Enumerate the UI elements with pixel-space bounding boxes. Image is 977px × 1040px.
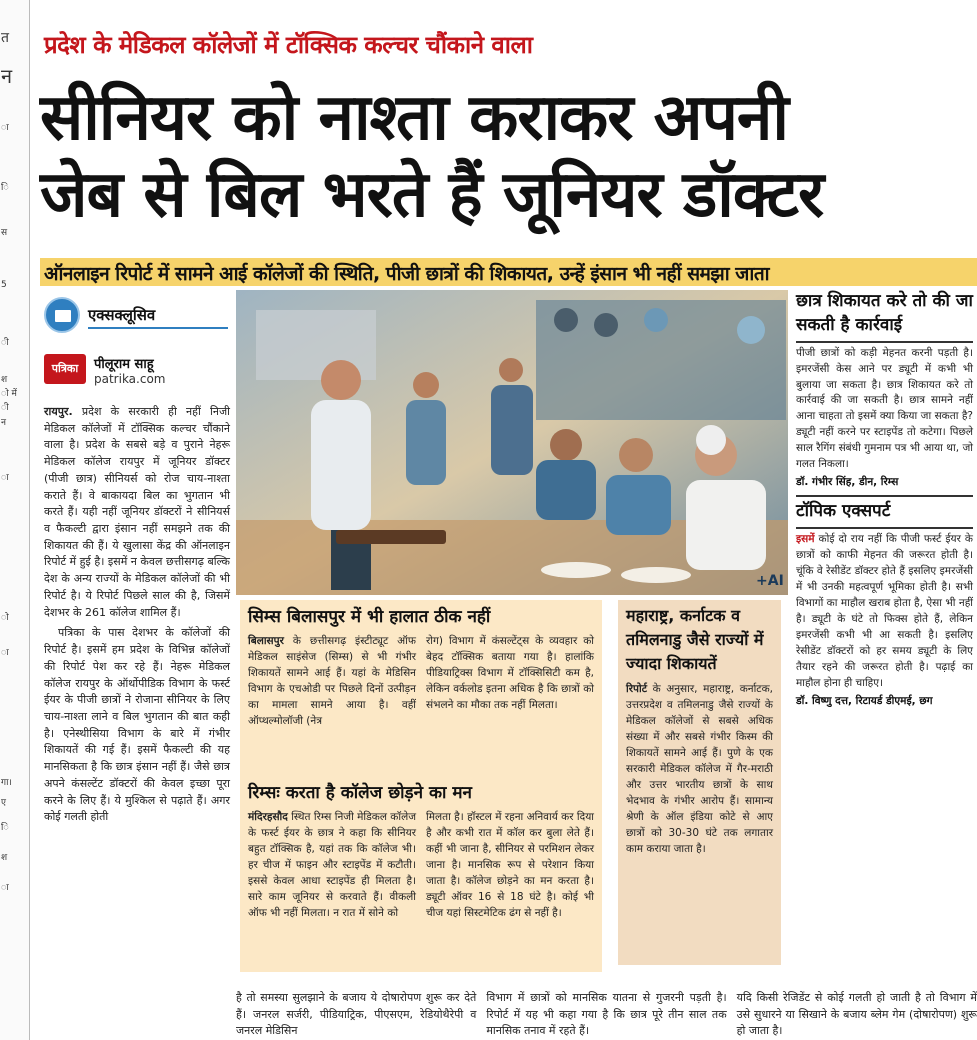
ai-tag: +AI — [756, 573, 784, 589]
signature-2: डॉ. विष्णु दत्त, रिटायर्ड डीएमई, छग — [796, 694, 933, 707]
sidebar-body-2-text: कोई दो राय नहीं कि पीजी फर्स्ट ईयर के छात्रों को काफी मेहनत की जरूरत होती है। चूंकि वे रेसीडेंट डॉक्टर होते हैं इसलिए इमरजेंसी में भी उनकी महत्वपूर्ण भूमिका होती है। सभी विभागों का माहौल खराब होता है, ऐसा भी नहीं है। ड्यूटी के घंटे तो फिक्स होते हैं, लेकिन इमरजेंसी कभी भी आ सकती है। इसलिए रेसीडेंट डॉक्टरों को हर समय ड्यूटी के लिए तैयार रहने की जरूरत होती है। पढ़ाई का माहौल होना ही चाहिए। — [796, 533, 973, 689]
box1-lead: बिलासपुर — [248, 635, 284, 647]
kicker-headline: प्रदेश के मेडिकल कॉलेजों में टॉक्सिक कल्चर चौंकाने वाला — [44, 31, 533, 59]
illustration-junior-doctors-serving-seniors — [236, 290, 788, 595]
sidebar-body-2 — [796, 532, 973, 692]
states-box — [618, 600, 781, 965]
box2-heading: महाराष्ट्र, कर्नाटक व तमिलनाडु जैसे राज्यों में ज्यादा शिकायतें — [626, 606, 764, 673]
dateline: रायपुर. — [44, 405, 73, 418]
box1-col-4: मिलता है। हॉस्टल में रहना अनिवार्य कर दिया है और कभी रात में कॉल कर बुला लेते हैं। कहीं भी जाना है, सीनियर से परमिशन लेकर जाना है। मानसिक रूप से परेशान किया जाता है। कॉलेज छोड़ने का मन करता है। ड्यूटी ऑवर 16 से 18 घंटे है। कोई भी चीज यहां सिस्टमेटिक ढंग से नहीं है। — [426, 811, 594, 919]
sidebar-heading-1: छात्र शिकायत करे तो की जा सकती है कार्रवाई — [796, 291, 973, 335]
box1-heading-2: रिम्सः करता है कॉलेज छोड़ने का मन — [248, 783, 472, 803]
exclusive-tag — [44, 297, 234, 337]
box2-body-text: के अनुसार, महाराष्ट्र, कर्नाटक, उत्तरप्रदेश व तमिलनाडु जैसे राज्यों के मेडिकल कॉलेजों से सबसे अधिक संख्या में और सबसे गंभीर किस्म की शिकायतें सामने आई हैं। पुणे के एक सरकारी मेडिकल कॉलेज में गैर-मराठी और उत्तर भारतीय छात्रों के साथ भेदभाव के गंभीर आरोप हैं। सामान्य श्रेणी के ऑल इंडिया कोटे से आए छात्रों को 30-30 घंटे तक लगातार काम कराया जाता है। — [626, 683, 773, 855]
sidebar-body-1: पीजी छात्रों को कड़ी मेहनत करनी पड़ती है। इमरजेंसी केस आने पर ड्यूटी में कभी भी बुलाया जा सकता है। छात्र शिकायत करे तो कार्रवाई की जा सकती है। छात्र सामने नहीं आना चाहता तो इसमें क्या किया जा सकता है? ड्यूटी नहीं करने पर स्टाइपेंड तो कटेगा। पिछले साल रैगिंग संबंधी गुमनाम पत्र भी आया था, जो गलत निकला। — [796, 346, 973, 471]
sub-deck: ऑनलाइन रिपोर्ट में सामने आई कॉलेजों की स्थिति, पीजी छात्रों की शिकायत, उन्हें इंसान भी नहीं समझा जाता — [40, 258, 977, 286]
box1-col-3-text: स्थित रिम्स निजी मेडिकल कॉलेज के फर्स्ट ईयर के छात्र ने कहा कि सीनियर बहुत टॉक्सिक है, यहां तक कि कॉलेज भी। हर चीज में फाइन और स्टाइपेंड में कटौती। इससे केवल आधा स्टाइपेंड ही मिलता है। सारे काम जूनियर से करवाते हैं। वीकली ऑफ भी नहीं मिलता। न रात में सोने को — [248, 811, 416, 919]
byline — [44, 350, 234, 390]
bottom-col-1: है तो समस्या सुलझाने के बजाय ये दोषारोपण शुरू कर देते हैं। जनरल सर्जरी, पीडियाट्रिक, पीएसएम, रेडियोथैरेपी व जनरल मेडिसिन — [236, 991, 477, 1038]
bottom-col-2: विभाग में छात्रों को मानसिक यातना से गुजरनी पड़ती है। रिपोर्ट में यह भी कहा गया है कि छात्र पूरे तीन साल तक मानसिक तनाव में रहते हैं। — [486, 991, 727, 1038]
author-site: patrika.com — [94, 372, 166, 386]
sims-bilaspur-box — [240, 600, 602, 972]
box1-heading: सिम्स बिलासपुर में भी हालात ठीक नहीं — [248, 607, 491, 627]
sidebar-heading-2: टॉपिक एक्सपर्ट — [796, 501, 891, 522]
bottom-col-3: यदि किसी रेजिडेंट से कोई गलती हो जाती है तो विभाग में उसे सुधारने या सिखाने के बजाय ब्लेम गेम (दोषारोपण) शुरू हो जाता है। — [736, 991, 977, 1038]
newspaper-icon — [44, 297, 80, 333]
lead-column — [44, 404, 230, 826]
box2-body — [618, 680, 781, 859]
lead-paragraph-2: पत्रिका के पास देशभर के कॉलेजों की रिपोर्ट है। इसमें हम प्रदेश के विभिन्न कॉलेजों की रिपोर्ट पेश कर रहे हैं। नेहरू मेडिकल कॉलेज रायपुर के ऑर्थोपीडिक विभाग के फर्स्ट ईयर के पीजी छात्रों ने रोजाना सीनियर के लिए चाय-नाश्ता लाने व बिल भुगतान की बात कही है। एनेस्थीसिया विभाग के बारे में गंभीर शिकायतें की गई हैं। इसमें फैकल्टी की यह मानसिकता है कि छात्र इंसान नहीं हैं। जैसे छात्र अपने कंसल्टेंट डॉक्टरों की केवल इच्छा पूरा करने के लिए हैं। ये मुश्किल से पढ़ाते हैं। अगर कोई गलती होती — [44, 626, 230, 824]
bottom-continuation — [236, 990, 977, 1040]
signature-1: डॉ. गंभीर सिंह, डीन, रिम्स — [796, 476, 899, 489]
headline-line-2: जेब से बिल भरते हैं जूनियर डॉक्टर — [40, 157, 824, 232]
right-sidebar — [796, 290, 973, 990]
author-name: पीलूराम साहू — [94, 357, 154, 372]
box1-col-2: रोग) विभाग में कंसल्टेंट्स के व्यवहार को बेहद टॉक्सिक बताया गया है। हालांकि पीडियाट्रिक्स विभाग में टॉक्सिसिटी कम है, लेकिन वर्कलोड इतना अधिक है कि छात्रों को संभलने का मौका तक नहीं मिलता। — [426, 635, 594, 711]
exclusive-label: एक्सक्लूसिव — [88, 306, 156, 324]
main-headline — [40, 80, 977, 234]
box1-col-1 — [248, 634, 416, 730]
box2-lead: रिपोर्ट — [626, 683, 647, 695]
adjacent-article-strip: त न ा ि स 5 ी श ो में ी न ा ो ा गा। ए ि श ा — [0, 0, 30, 1040]
box1-col-1-text: के छत्तीसगढ़ इंस्टीट्यूट ऑफ मेडिकल साइंसेज (सिम्स) से भी गंभीर शिकायतें सामने आई हैं। यहां के मेडिसिन विभाग के एचओडी पर पिछले दिनों उत्पीड़न का मामला सामने आया है। वहीं ऑप्थल्मोलॉजी (नेत्र — [248, 635, 416, 727]
box1-lead-2: मंदिरहसौद — [248, 811, 288, 823]
lead-paragraph-1: प्रदेश के सरकारी ही नहीं निजी मेडिकल कॉलेजों में टॉक्सिक कल्चर चौंकाने वाला है। प्रदेश के सबसे बड़े व पुराने नेहरू मेडिकल कॉलेज रायपुर में जूनियर डॉक्टर (पीजी छात्र) सीनियर्स को रोज चाय-नाश्ता कराते हैं। वे बाकायदा बिल का भुगतान भी करते हैं। यही नहीं जूनियर डॉक्टरों ने सीनियर्स व फैकल्टी द्वारा इंसान नहीं समझने तक की शिकायत की हैं। ये खुलासा केंद्र की ऑनलाइन रिपोर्ट में हुई है। इसमें न केवल छत्तीसगढ़ बल्कि देश के अन्य राज्यों के मेडिकल कॉलेजों की भी रिपोर्ट है। ये रिपोर्ट पिछले साल की है, जिसमें देशभर के 261 कॉलेज शामिल हैं। — [44, 405, 230, 619]
box1-col-3 — [248, 810, 416, 922]
sidebar-lead-2: इसमें — [796, 533, 815, 546]
headline-line-1: सीनियर को नाश्ता कराकर अपनी — [40, 81, 789, 155]
patrika-logo: पत्रिका — [44, 354, 86, 384]
